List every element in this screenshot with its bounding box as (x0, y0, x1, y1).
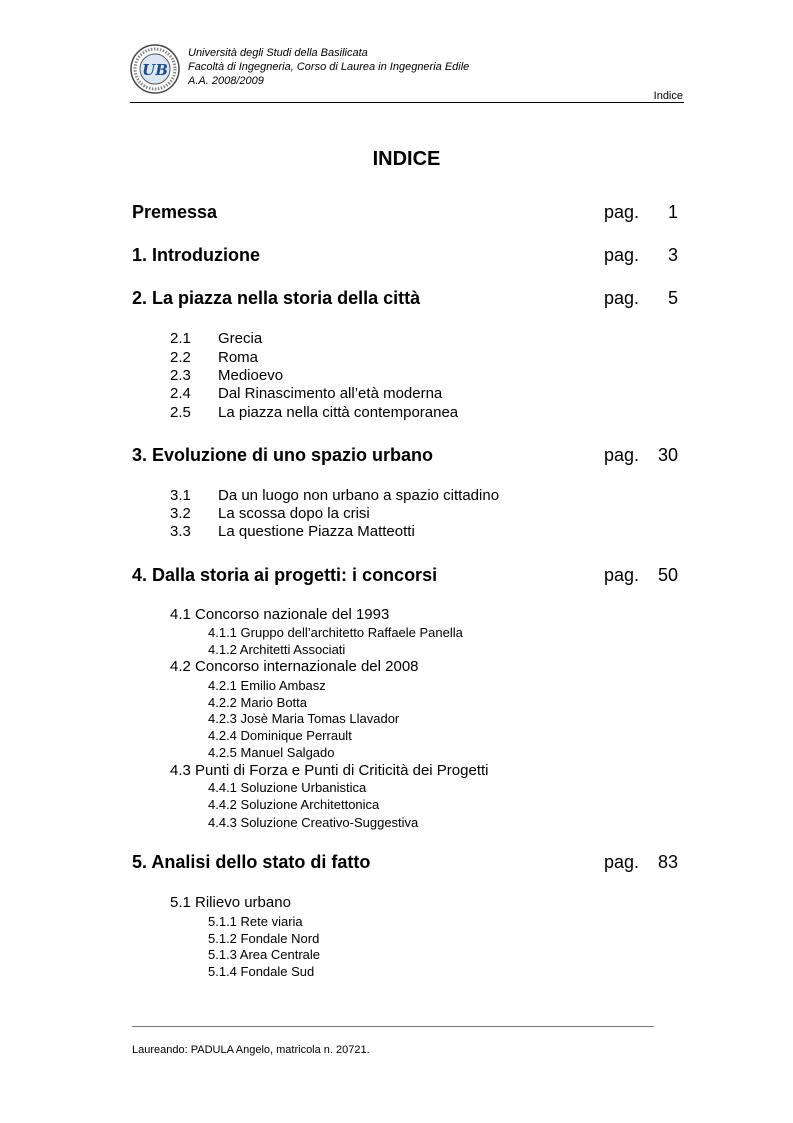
toc-premessa-page: 1 (667, 202, 678, 222)
svg-text:UB: UB (142, 61, 168, 79)
header-academic-year: A.A. 2008/2009 (188, 75, 264, 87)
toc-l3-entry[interactable]: 5.1.4 Fondale Sud (208, 964, 315, 979)
toc-ch2-title[interactable]: 2. La piazza nella storia della città (132, 288, 421, 308)
header-university: Università degli Studi della Basilicata (188, 47, 368, 59)
toc-sub-entry[interactable]: La questione Piazza Matteotti (218, 523, 415, 540)
toc-l3-entry[interactable]: 4.2.4 Dominique Perrault (208, 728, 352, 743)
toc-l3-entry[interactable]: 4.4.1 Soluzione Urbanistica (208, 780, 367, 795)
toc-l2-entry[interactable]: 4.2 Concorso internazionale del 2008 (170, 658, 419, 675)
toc-l3-entry[interactable]: 4.2.3 Josè Maria Tomas Llavador (208, 711, 400, 726)
toc-sub-entry[interactable]: La piazza nella città contemporanea (218, 404, 459, 421)
toc-ch1-pag: pag. (604, 245, 640, 265)
header-rule (130, 102, 684, 103)
toc-sub-number: 2.1 (170, 330, 191, 347)
toc-l3-entry[interactable]: 4.1.1 Gruppo dell’architetto Raffaele Panella (208, 625, 463, 640)
toc-sub-number: 2.2 (170, 349, 191, 366)
university-seal-logo (130, 44, 180, 94)
header-faculty: Facoltà di Ingegneria, Corso di Laurea in Ingegneria Edile (188, 61, 470, 73)
toc-l3-entry[interactable]: 4.4.3 Soluzione Creativo-Suggestiva (208, 815, 419, 830)
toc-l2-entry[interactable]: 5.1 Rilievo urbano (170, 894, 291, 911)
toc-sub-number: 3.3 (170, 523, 191, 540)
toc-ch5-pag: pag. (604, 852, 640, 872)
toc-ch1-title[interactable]: 1. Introduzione (132, 245, 260, 265)
page-title: INDICE (372, 148, 441, 170)
toc-sub-number: 2.4 (170, 385, 191, 402)
toc-sub-number: 2.5 (170, 404, 191, 421)
toc-l3-entry[interactable]: 5.1.1 Rete viaria (208, 914, 303, 929)
toc-ch4-page: 50 (657, 565, 678, 585)
footer-rule (132, 1026, 654, 1027)
toc-l3-entry[interactable]: 4.2.5 Manuel Salgado (208, 745, 335, 760)
toc-l3-entry[interactable]: 5.1.2 Fondale Nord (208, 931, 320, 946)
toc-l3-entry[interactable]: 4.1.2 Architetti Associati (208, 642, 346, 657)
toc-ch5-page: 83 (657, 852, 678, 872)
toc-ch3-title[interactable]: 3. Evoluzione di uno spazio urbano (132, 445, 434, 465)
toc-l3-entry[interactable]: 5.1.3 Area Centrale (208, 947, 321, 962)
toc-l3-entry[interactable]: 4.2.1 Emilio Ambasz (208, 678, 326, 693)
toc-ch4-title[interactable]: 4. Dalla storia ai progetti: i concorsi (132, 565, 438, 585)
toc-sub-number: 3.1 (170, 487, 191, 504)
toc-l2-entry[interactable]: 4.3 Punti di Forza e Punti di Criticità dei Progetti (170, 762, 489, 779)
toc-ch2-page: 5 (667, 288, 678, 308)
toc-sub-entry[interactable]: Dal Rinascimento all’età moderna (218, 385, 443, 402)
toc-sub-entry[interactable]: La scossa dopo la crisi (218, 505, 370, 522)
toc-sub-number: 3.2 (170, 505, 191, 522)
toc-premessa-title[interactable]: Premessa (132, 202, 218, 222)
toc-ch2-pag: pag. (604, 288, 640, 308)
toc-ch3-page: 30 (657, 445, 678, 465)
header-section: Indice (653, 90, 683, 102)
toc-l3-entry[interactable]: 4.4.2 Soluzione Architettonica (208, 797, 380, 812)
toc-l2-entry[interactable]: 4.1 Concorso nazionale del 1993 (170, 606, 390, 623)
footer-author: Laureando: PADULA Angelo, matricola n. 20721. (132, 1044, 370, 1056)
toc-ch5-title[interactable]: 5. Analisi dello stato di fatto (132, 852, 371, 872)
toc-sub-entry[interactable]: Roma (218, 349, 259, 366)
toc-ch4-pag: pag. (604, 565, 640, 585)
toc-ch1-page: 3 (667, 245, 678, 265)
toc-premessa-pag: pag. (604, 202, 640, 222)
toc-l3-entry[interactable]: 4.2.2 Mario Botta (208, 695, 307, 710)
toc-sub-number: 2.3 (170, 367, 191, 384)
toc-ch3-pag: pag. (604, 445, 640, 465)
toc-sub-entry[interactable]: Grecia (218, 330, 263, 347)
toc-sub-entry[interactable]: Da un luogo non urbano a spazio cittadino (218, 487, 500, 504)
toc-sub-entry[interactable]: Medioevo (218, 367, 284, 384)
